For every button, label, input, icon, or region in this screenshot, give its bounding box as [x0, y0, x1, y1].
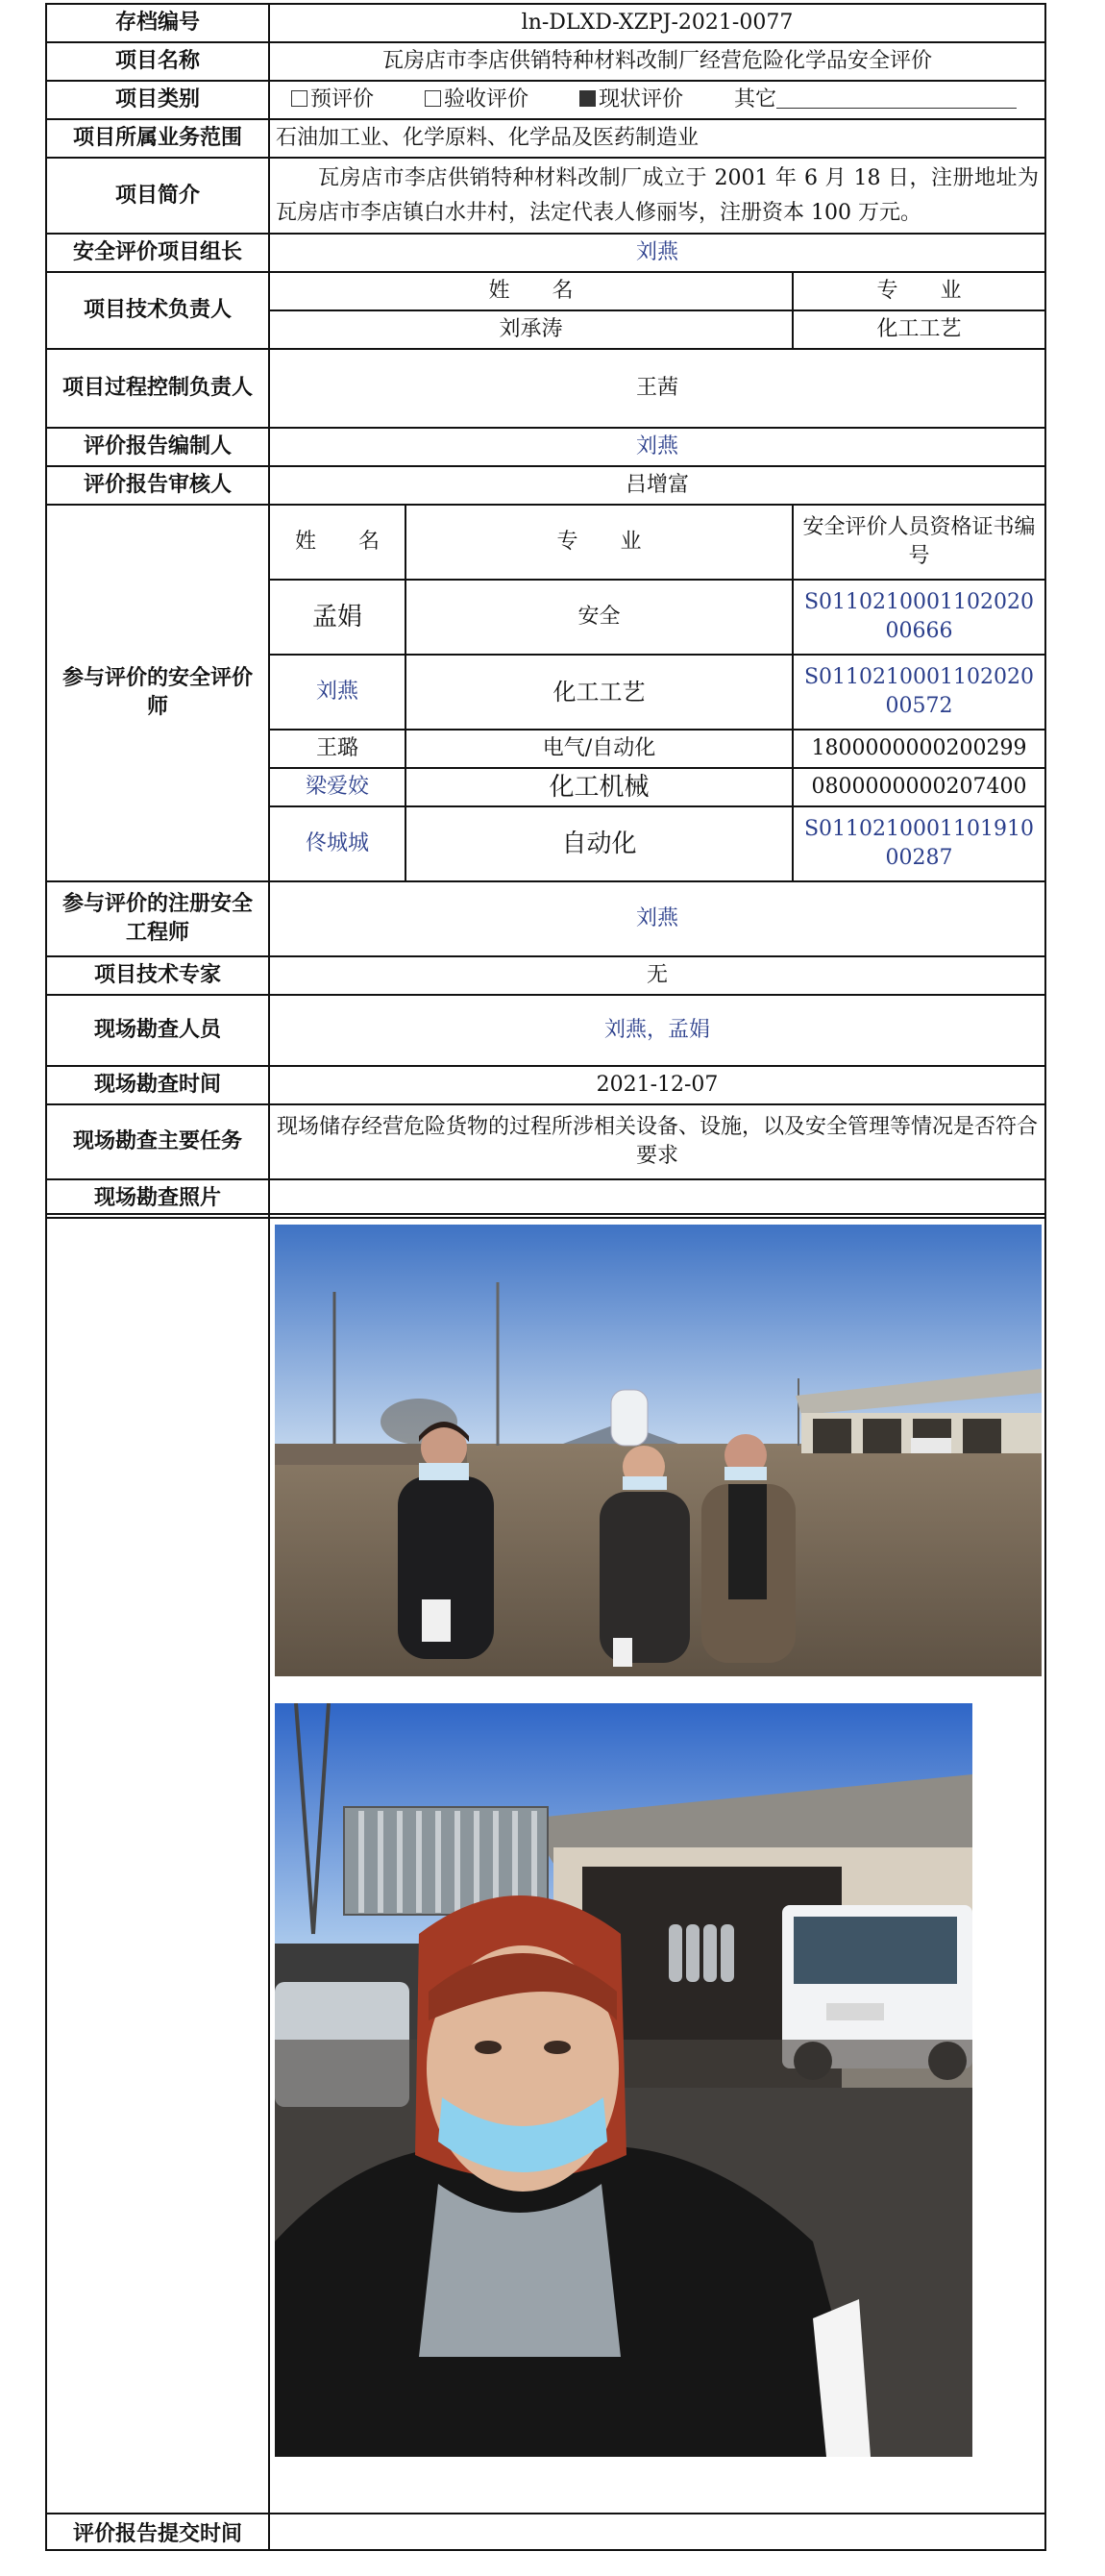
evaluator-major: 安全 [405, 580, 793, 655]
summary-value: 瓦房店市李店供销特种材料改制厂成立于 2001 年 6 月 18 日，注册地址为瓦房店市李店镇白水井村，法定代表人修丽岑，注册资本 100 万元。 [269, 158, 1045, 234]
submit-time-value [269, 2514, 1045, 2550]
evaluator-name: 王璐 [269, 730, 405, 768]
evaluators-cert-header: 安全评价人员资格证书编号 [793, 505, 1045, 580]
tech-lead-label: 项目技术负责人 [46, 272, 269, 349]
report-reviewer-label: 评价报告审核人 [46, 466, 269, 505]
evaluators-major-header: 专 业 [405, 505, 793, 580]
project-name-label: 项目名称 [46, 42, 269, 81]
report-reviewer-value: 吕增富 [269, 466, 1045, 505]
report-editor-label: 评价报告编制人 [46, 428, 269, 466]
evaluator-major: 化工工艺 [405, 655, 793, 730]
team-leader-label: 安全评价项目组长 [46, 234, 269, 272]
business-scope-value: 石油加工业、化学原料、化学品及医药制造业 [269, 119, 1045, 158]
checkbox-pre-evaluation[interactable] [291, 90, 307, 107]
checkbox-status-evaluation-checked[interactable] [579, 90, 596, 107]
site-photo-group [275, 1225, 1042, 1676]
evaluator-major: 化工机械 [405, 768, 793, 806]
evaluator-name-signature: 刘燕 [269, 655, 405, 730]
evaluator-cert: S011021000110202000666 [793, 580, 1045, 655]
summary-label: 项目简介 [46, 158, 269, 234]
site-staff-signatures: 刘燕，孟娟 [269, 995, 1045, 1066]
evaluator-cert: 1800000000200299 [793, 730, 1045, 768]
option-acceptance-evaluation: 验收评价 [444, 87, 529, 111]
evaluators-name-header: 姓 名 [269, 505, 405, 580]
tech-lead-major-header: 专 业 [793, 272, 1045, 310]
submit-time-label: 评价报告提交时间 [46, 2514, 269, 2550]
option-other: 其它 [734, 87, 777, 111]
evaluator-major: 电气/自动化 [405, 730, 793, 768]
evaluator-cert: S011021000110202000572 [793, 655, 1045, 730]
evaluator-name-signature: 佟城城 [269, 806, 405, 881]
process-control-label: 项目过程控制负责人 [46, 349, 269, 428]
evaluator-cert: S011021000110191000287 [793, 806, 1045, 881]
evaluator-cert: 0800000000207400 [793, 768, 1045, 806]
tech-lead-name: 刘承涛 [269, 310, 793, 349]
site-task-label: 现场勘查主要任务 [46, 1104, 269, 1179]
registered-engineer-label: 参与评价的注册安全工程师 [46, 881, 269, 956]
evaluator-name-signature: 梁爱姣 [269, 768, 405, 806]
site-staff-label: 现场勘查人员 [46, 995, 269, 1066]
option-pre-evaluation: 预评价 [310, 87, 375, 111]
report-editor-signature: 刘燕 [269, 428, 1045, 466]
project-type-options [269, 81, 1045, 119]
site-photos-header-empty [269, 1179, 1045, 1218]
evaluator-major: 自动化 [405, 806, 793, 881]
project-type-label: 项目类别 [46, 81, 269, 119]
archive-no-value: ln-DLXD-XZPJ-2021-0077 [269, 4, 1045, 42]
evaluators-label: 参与评价的安全评价师 [46, 505, 269, 881]
evaluator-name: 孟娟 [269, 580, 405, 655]
tech-lead-name-header: 姓 名 [269, 272, 793, 310]
business-scope-label: 项目所属业务范围 [46, 119, 269, 158]
tech-expert-value: 无 [269, 956, 1045, 995]
site-photo-selfie [275, 1703, 972, 2457]
registered-engineer-signature: 刘燕 [269, 881, 1045, 956]
safety-evaluation-form [45, 3, 1046, 1219]
archive-no-label: 存档编号 [46, 4, 269, 42]
site-task-value: 现场储存经营危险货物的过程所涉相关设备、设施，以及安全管理等情况是否符合要求 [269, 1104, 1045, 1179]
team-leader-signature: 刘燕 [269, 234, 1045, 272]
other-blank-line [776, 88, 1017, 109]
tech-expert-label: 项目技术专家 [46, 956, 269, 995]
photos-left-empty-cell [46, 1214, 269, 2514]
project-name-value: 瓦房店市李店供销特种材料改制厂经营危险化学品安全评价 [269, 42, 1045, 81]
checkbox-acceptance-evaluation[interactable] [425, 90, 441, 107]
option-status-evaluation: 现状评价 [599, 87, 684, 111]
site-time-value: 2021-12-07 [269, 1066, 1045, 1104]
process-control-value: 王茜 [269, 349, 1045, 428]
site-photos-label: 现场勘查照片 [46, 1179, 269, 1218]
tech-lead-major: 化工工艺 [793, 310, 1045, 349]
site-time-label: 现场勘查时间 [46, 1066, 269, 1104]
